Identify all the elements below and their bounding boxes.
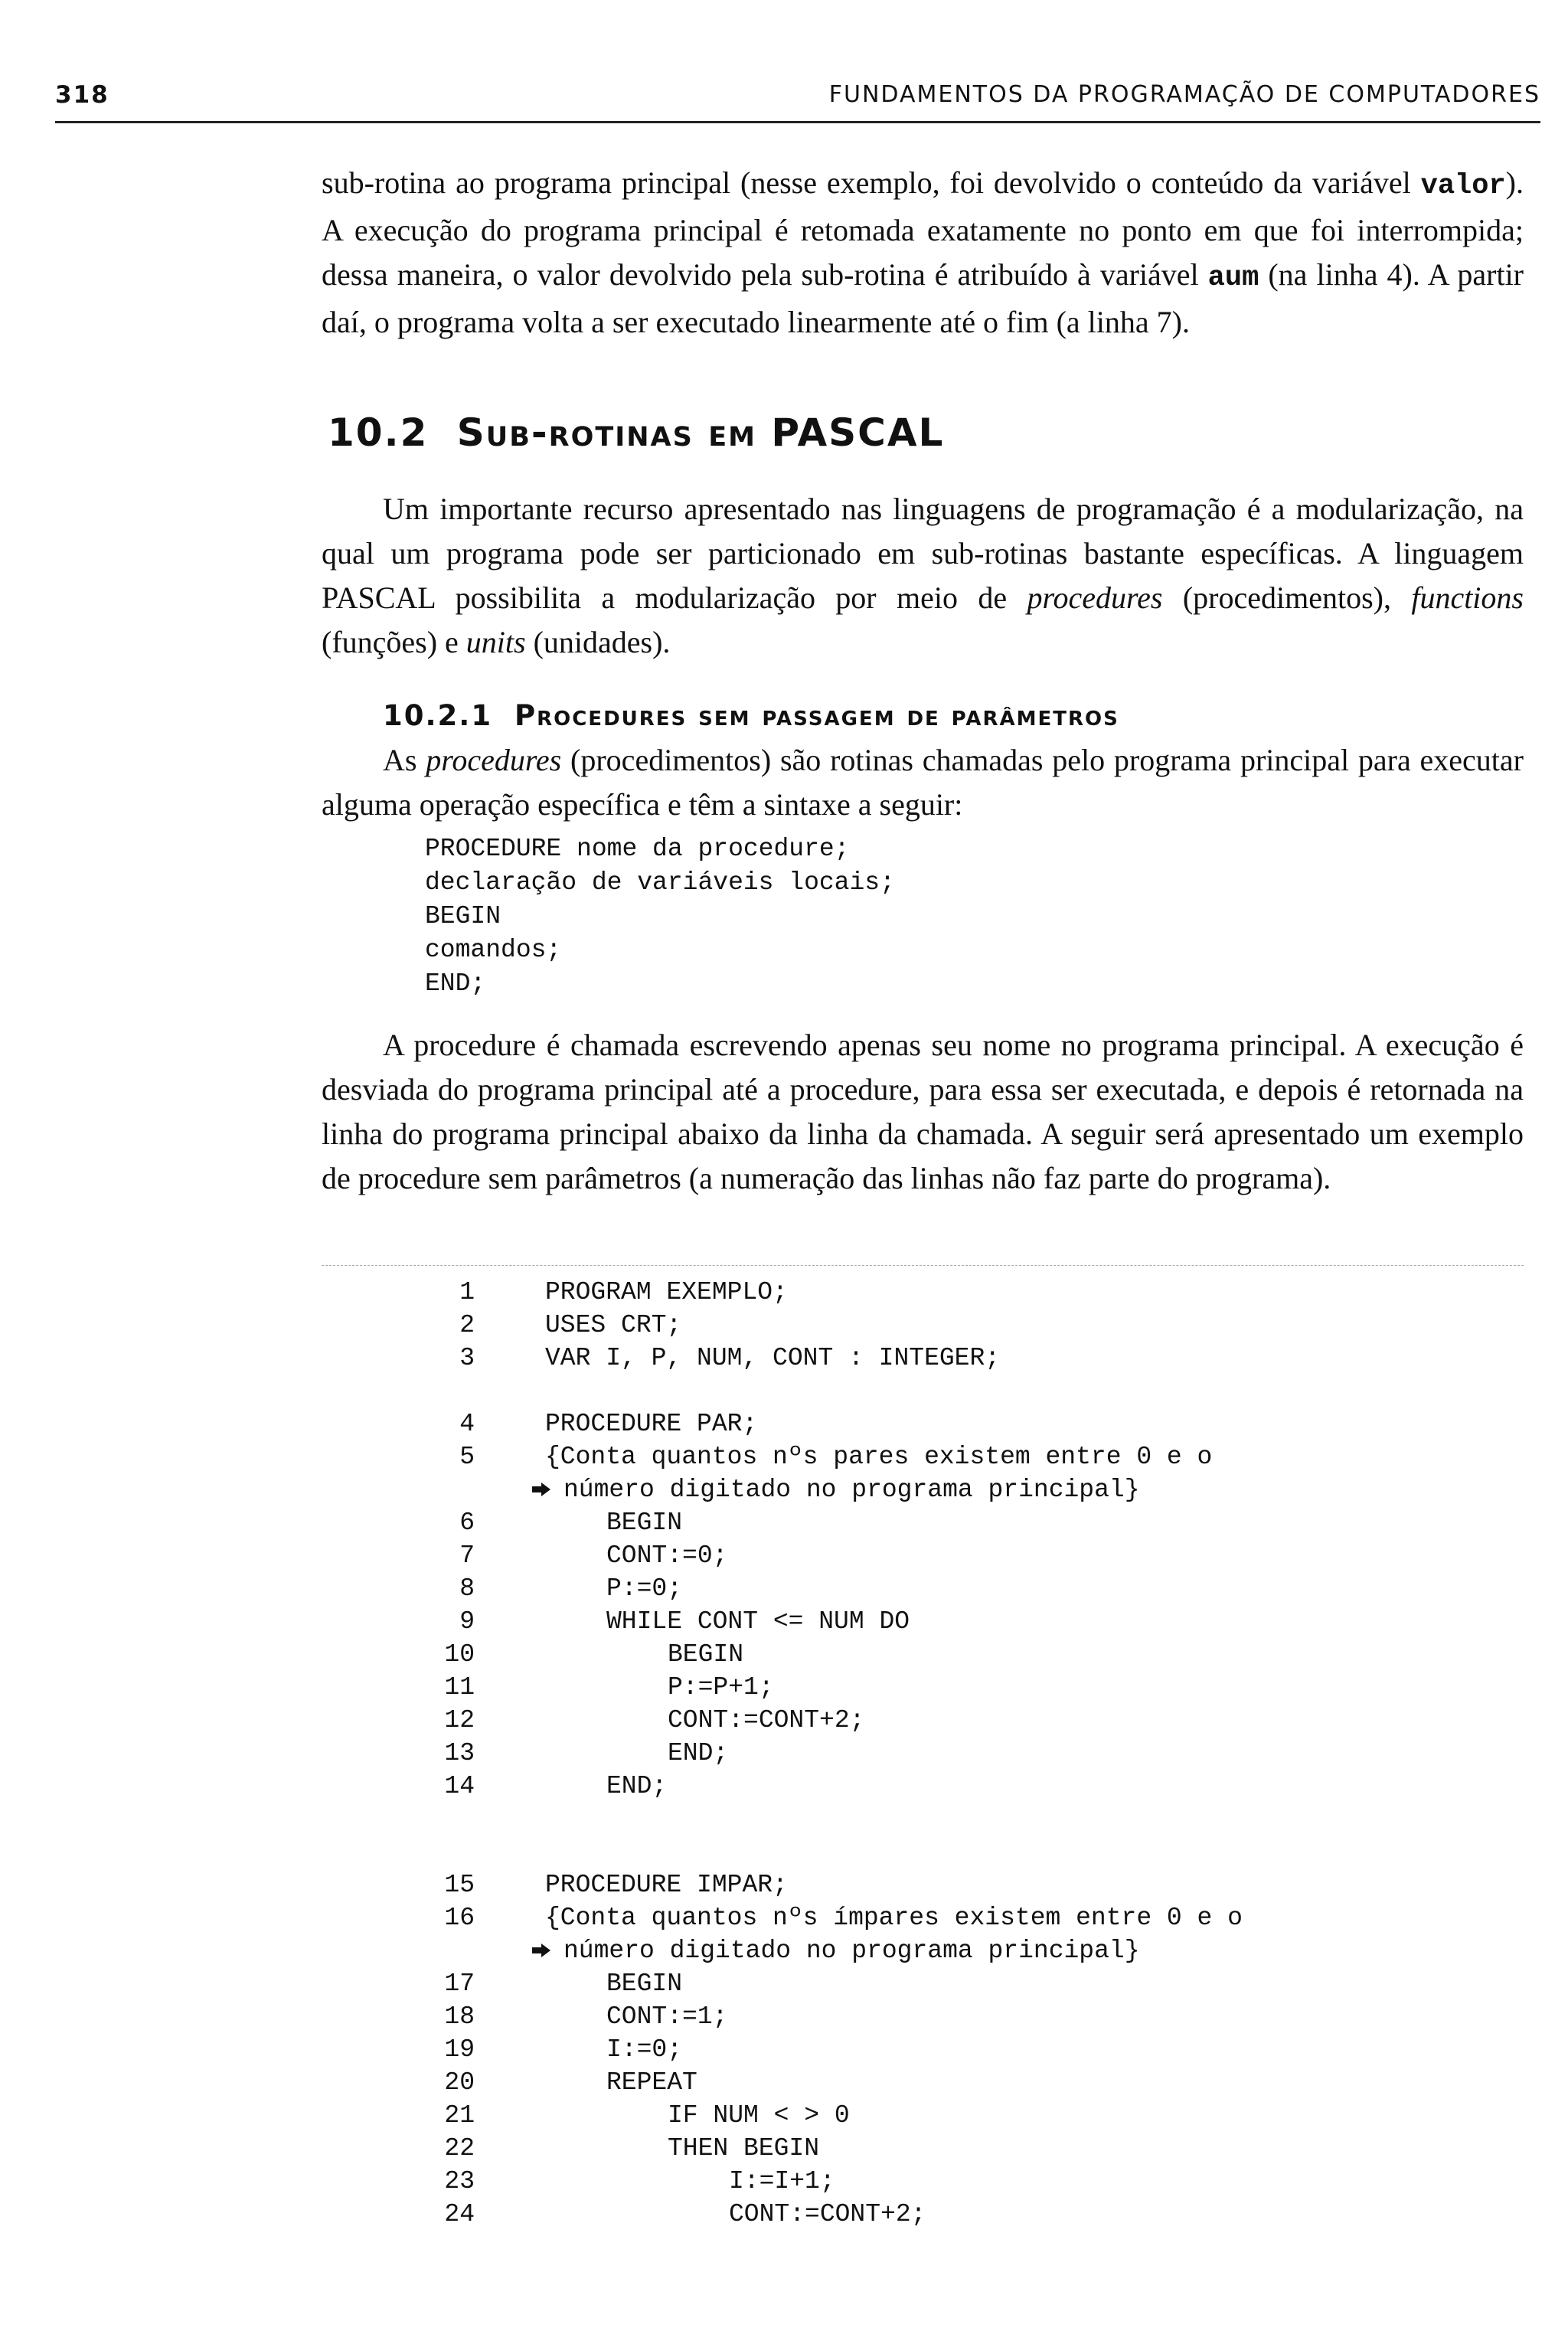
code-line (0, 1737, 1568, 1770)
procedure-syntax-block (425, 832, 1344, 1001)
code-text: REPEAT (606, 2068, 697, 2097)
code-text: WHILE CONT <= NUM DO (606, 1607, 910, 1636)
code-text: {Conta quantos nºs ímpares existem entre 0 e o (545, 1904, 1243, 1932)
code-line (0, 1770, 1568, 1803)
code-text: I:=I+1; (729, 2167, 835, 2195)
page-header (55, 75, 1540, 123)
code-text: PROGRAM EXEMPLO; (545, 1278, 788, 1306)
line-number: 18 (444, 2002, 475, 2031)
code-line (0, 1638, 1568, 1671)
code-line (0, 1901, 1568, 1934)
term-procedures: procedures (1027, 580, 1163, 615)
line-number: 12 (444, 1706, 475, 1734)
code-line (0, 2165, 1568, 2198)
intro-text-1: sub-rotina ao programa principal (nesse exemplo, foi devolvido o conteúdo da variável (322, 165, 1421, 200)
running-head: FUNDAMENTOS DA PROGRAMAÇÃO DE COMPUTADORES (828, 81, 1540, 108)
line-number: 9 (459, 1607, 475, 1636)
subsection-number: 10.2.1 (383, 699, 493, 732)
code-line (0, 1407, 1568, 1440)
syntax-line: comandos; (425, 936, 562, 964)
code-text: {Conta quantos nºs pares existem entre 0 e o (545, 1443, 1213, 1471)
code-text: IF NUM < > 0 (668, 2101, 850, 2130)
code-text: PROCEDURE IMPAR; (545, 1871, 788, 1899)
term-units: units (466, 625, 526, 659)
code-continuation (531, 1934, 1140, 1967)
variable-aum: aum (1207, 262, 1259, 294)
subsection-title: Procedures sem passagem de parâmetros (514, 699, 1119, 732)
section-number: 10.2 (328, 410, 429, 455)
code-continuation (531, 1473, 1140, 1506)
intro-text-2: ). A execução do programa principal é retomada exatamente no ponto em que foi interrompida; dessa maneira, o valor devolvido pela sub-rotina é atribuído à variável (322, 165, 1524, 292)
code-text: P:=0; (606, 1574, 683, 1603)
intro-text-3: (na linha 4). A partir daí, o programa volta a ser executado linearmente até o fim (a linha 7). (322, 257, 1524, 339)
line-number: 17 (444, 1970, 475, 1998)
code-text: USES CRT; (545, 1311, 682, 1339)
code-line (0, 1704, 1568, 1737)
subsection-text-2: (procedimentos) são rotinas chamadas pelo programa principal para executar alguma operação específica e têm a sintaxe a seguir: (322, 743, 1524, 822)
code-text: CONT:=CONT+2; (668, 1706, 865, 1734)
line-number: 23 (444, 2167, 475, 2195)
syntax-line: BEGIN (425, 902, 501, 930)
line-number: 13 (444, 1739, 475, 1767)
line-number: 21 (444, 2101, 475, 2130)
code-text: BEGIN (606, 1509, 683, 1537)
code-line (0, 1473, 1568, 1506)
line-number: 16 (444, 1904, 475, 1932)
line-number: 20 (444, 2068, 475, 2097)
code-line (0, 1671, 1568, 1704)
code-text: BEGIN (606, 1970, 683, 1998)
code-line (0, 1605, 1568, 1638)
code-line (0, 1309, 1568, 1342)
line-number: 4 (459, 1410, 475, 1438)
line-number: 24 (444, 2200, 475, 2228)
term-procedures-2: procedures (426, 743, 562, 777)
subsection-paragraph (322, 738, 1524, 827)
line-number: 6 (459, 1509, 475, 1537)
code-line (0, 2033, 1568, 2066)
line-number: 11 (444, 1673, 475, 1702)
code-line (0, 1868, 1568, 1901)
syntax-line: END; (425, 969, 486, 998)
code-line (0, 2066, 1568, 2099)
code-text: END; (668, 1739, 729, 1767)
code-text: I:=0; (606, 2035, 683, 2064)
code-text: BEGIN (668, 1640, 744, 1669)
line-number: 19 (444, 2035, 475, 2064)
code-line (0, 2000, 1568, 2033)
line-number: 5 (459, 1443, 475, 1471)
continuation-arrow-icon (531, 1482, 551, 1497)
code-line (0, 1440, 1568, 1473)
section-text-4: (unidades). (525, 625, 671, 659)
code-line (0, 1572, 1568, 1605)
syntax-line: PROCEDURE nome da procedure; (425, 835, 850, 863)
code-text: P:=P+1; (668, 1673, 774, 1702)
line-number: 10 (444, 1640, 475, 1669)
section-text-3: (funções) e (322, 625, 466, 659)
page-number: 318 (55, 81, 109, 109)
code-text: número digitado no programa principal} (564, 1937, 1140, 1965)
section-text-2: (procedimentos), (1162, 580, 1412, 615)
line-number: 8 (459, 1574, 475, 1603)
explanation-paragraph: A procedure é chamada escrevendo apenas seu nome no programa principal. A execução é desviada do programa principal até a procedure, para essa ser executada, e depois é retornada na linha do programa principal abaixo da linha da chamada. A seguir será apresentado um exemplo de procedure sem parâmetros (a numeração das linhas não faz parte do programa). (322, 1028, 1524, 1195)
code-text: THEN BEGIN (668, 2134, 820, 2163)
line-number: 3 (459, 1344, 475, 1372)
line-number: 2 (459, 1311, 475, 1339)
section-title: Sub-rotinas em PASCAL (456, 410, 945, 455)
code-line (0, 1934, 1568, 1967)
line-number: 7 (459, 1541, 475, 1570)
subsection-text-1: As (383, 743, 426, 777)
code-line (0, 1539, 1568, 1572)
line-number: 22 (444, 2134, 475, 2163)
code-text: VAR I, P, NUM, CONT : INTEGER; (545, 1344, 1001, 1372)
listing-separator (322, 1265, 1524, 1266)
line-number: 14 (444, 1772, 475, 1800)
code-text: CONT:=1; (606, 2002, 728, 2031)
code-text: CONT:=0; (606, 1541, 728, 1570)
section-heading (328, 410, 1507, 456)
code-text: PROCEDURE PAR; (545, 1410, 758, 1438)
subsection-heading (383, 697, 1516, 735)
code-line (0, 1967, 1568, 2000)
line-number: 1 (459, 1278, 475, 1306)
code-line (0, 2132, 1568, 2165)
continuation-arrow-icon (531, 1943, 551, 1958)
code-line (0, 1276, 1568, 1309)
code-text: número digitado no programa principal} (564, 1476, 1140, 1504)
section-paragraph (322, 487, 1524, 665)
term-functions: functions (1411, 580, 1524, 615)
code-text: CONT:=CONT+2; (729, 2200, 926, 2228)
syntax-line: declaração de variáveis locais; (425, 868, 895, 897)
code-line (0, 1342, 1568, 1375)
variable-valor: valor (1420, 170, 1506, 202)
code-line (0, 2198, 1568, 2231)
line-number: 15 (444, 1871, 475, 1899)
intro-paragraph (322, 161, 1524, 345)
code-line (0, 2099, 1568, 2132)
code-line (0, 1506, 1568, 1539)
code-text: END; (606, 1772, 668, 1800)
section-text-1: Um importante recurso apresentado nas linguagens de programação é a modularização, na qual um programa pode ser particionado em sub-rotinas bastante específicas. A linguagem PASCAL possibilita a modularização por meio de (322, 492, 1524, 615)
